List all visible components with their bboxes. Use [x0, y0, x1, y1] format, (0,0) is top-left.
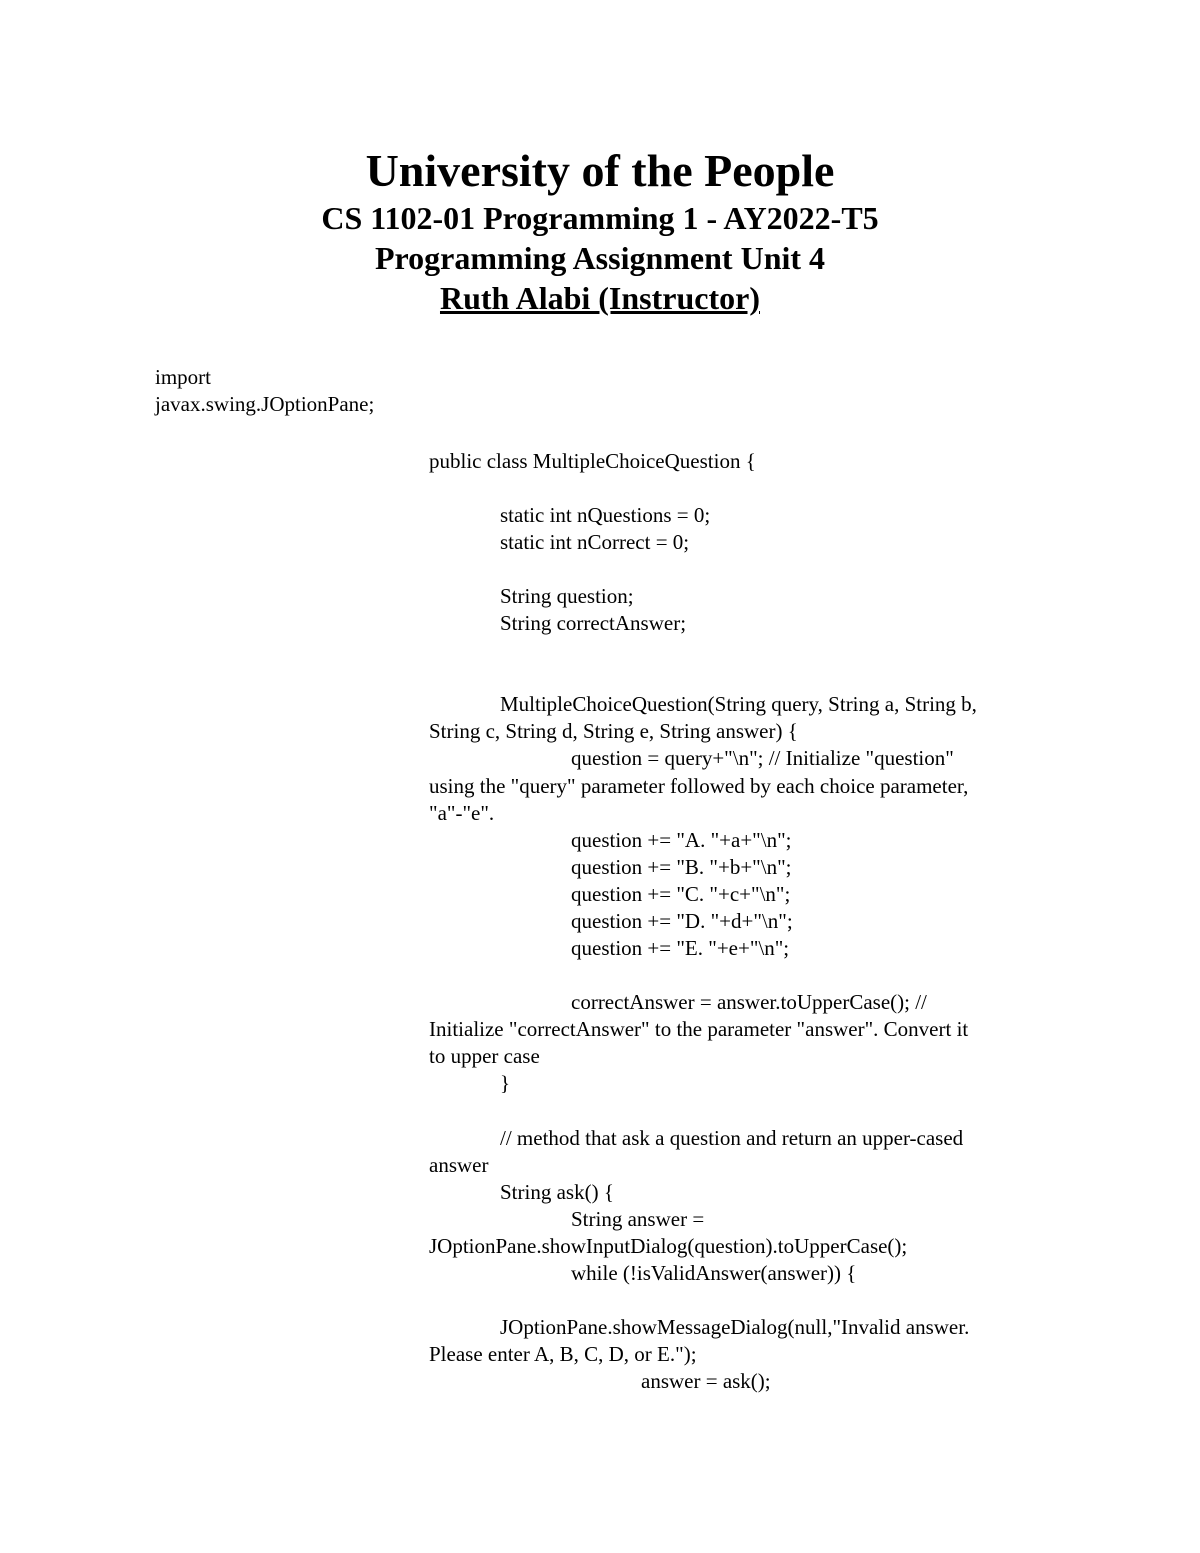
code-line: MultipleChoiceQuestion(String query, String a, String b,	[500, 692, 977, 716]
assignment-title: Programming Assignment Unit 4	[374, 240, 826, 276]
code-line: answer = ask();	[641, 1369, 771, 1393]
code-line: String correctAnswer;	[500, 611, 687, 635]
code-line: while (!isValidAnswer(answer)) {	[571, 1261, 857, 1285]
code-line: to upper case	[429, 1044, 540, 1068]
code-line: answer	[429, 1153, 489, 1177]
code-line: question += "A. "+a+"\n";	[571, 828, 792, 852]
code-line: correctAnswer = answer.toUpperCase(); //	[571, 990, 927, 1014]
code-line: javax.swing.JOptionPane;	[155, 392, 375, 416]
code-line: Initialize "correctAnswer" to the parameter "answer". Convert it	[429, 1017, 969, 1041]
course-title: CS 1102-01 Programming 1 - AY2022-T5	[321, 200, 879, 236]
code-line: "a"-"e".	[429, 801, 495, 825]
code-line: question += "D. "+d+"\n";	[571, 909, 793, 933]
code-line: import	[155, 365, 211, 389]
code-line: String ask() {	[500, 1180, 614, 1204]
code-line: JOptionPane.showInputDialog(question).toUpperCase();	[429, 1234, 908, 1258]
code-line: String c, String d, String e, String answer) {	[429, 719, 798, 743]
code-line: String answer =	[571, 1207, 705, 1231]
code-line: question += "E. "+e+"\n";	[571, 936, 790, 960]
university-title: University of the People	[365, 145, 835, 196]
code-line: using the "query" parameter followed by each choice parameter,	[429, 774, 969, 798]
code-line: Please enter A, B, C, D, or E.");	[429, 1342, 697, 1366]
code-line: }	[500, 1071, 511, 1095]
instructor-name: Ruth Alabi (Instructor)	[439, 280, 760, 316]
code-line: static int nQuestions = 0;	[500, 503, 711, 527]
code-line: String question;	[500, 584, 634, 608]
code-line: question = query+"\n"; // Initialize "question"	[571, 746, 954, 770]
code-line: public class MultipleChoiceQuestion {	[429, 449, 756, 473]
code-line: // method that ask a question and return an upper-cased	[500, 1126, 964, 1150]
code-line: question += "C. "+c+"\n";	[571, 882, 791, 906]
code-line: question += "B. "+b+"\n";	[571, 855, 792, 879]
code-line: static int nCorrect = 0;	[500, 530, 690, 554]
code-line: JOptionPane.showMessageDialog(null,"Invalid answer.	[500, 1315, 970, 1339]
